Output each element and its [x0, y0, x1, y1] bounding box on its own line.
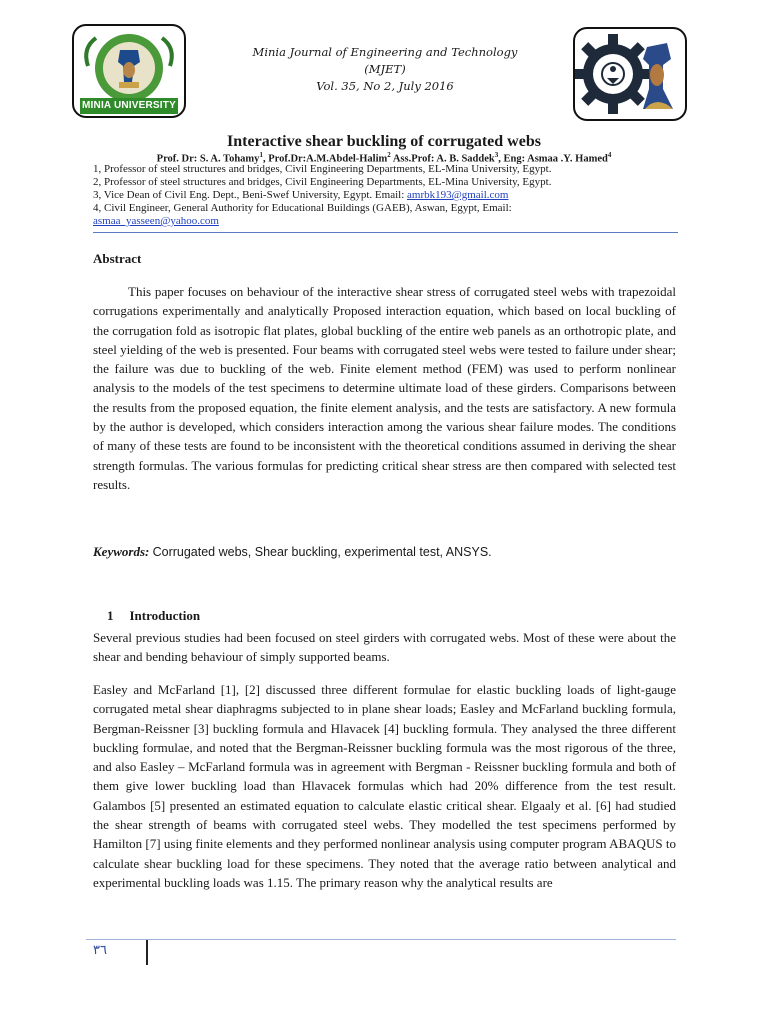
keywords-label: Keywords: [93, 544, 150, 559]
faculty-engineering-logo [573, 27, 687, 121]
author-name: Eng: Asmaa .Y. Hamed [503, 153, 608, 165]
gear-icon [575, 29, 685, 119]
author-affiliation-marker: 3 [494, 151, 499, 159]
author-name: Prof. Dr: S. A. Tohamy [156, 153, 260, 165]
footer-divider [86, 939, 676, 940]
page-number: ٣٦ [93, 942, 107, 957]
keywords [93, 544, 676, 560]
logo-caption: MINIA UNIVERSITY [82, 100, 176, 111]
journal-header [200, 44, 570, 95]
section-number: 1 [107, 608, 114, 623]
affiliation-4-email-row [93, 215, 683, 228]
journal-abbreviation: (MJET) [364, 62, 406, 76]
journal-volume: Vol. 35, No 2, July 2016 [316, 79, 454, 93]
affiliation-3-text: 3, Vice Dean of Civil Eng. Dept., Beni-Swef University, Egypt. Email: [93, 189, 408, 201]
intro-paragraph-2: Easley and McFarland [1], [2] discussed three different formulae for elastic buckling loads of light-gauge corrugated metal shear diaphragms subjected to in plane shear loads; Easley and McFarland buckling formula, Bergman-Reissner [3] buckling formula and Hlavacek [4] buckling formula. They analysed the three different buckling formulae, and noted that the Bergman-Reissner buckling formula was the most rigorous of the three, and also Easley – McFarland formula was in agreement with Bergman - Reissner buckling formula and both of them give lower buckling load than Hlavacek formulas which had 20% difference from the test result. Galambos [5] presented an estimated equation to calculate elastic critical shear. Elgaaly et al. [6] had studied the shear strength of beams with corrugated steel webs. They modelled the test specimens performed by Hamilton [7] using finite elements and they performed nonlinear analysis using computer program ABAQUS to calculate shear buckling load for these specimens. They noted that the average ratio between analytical and experimental buckling loads was 1.15. The primary reason why the analytical results are [93, 682, 676, 890]
author-affiliation-marker: 2 [387, 151, 391, 159]
affiliation-3 [93, 189, 683, 202]
section-title: Introduction [129, 608, 201, 623]
section-heading-introduction [107, 608, 200, 624]
journal-name: Minia Journal of Engineering and Technology [252, 45, 518, 59]
header-divider [93, 232, 678, 233]
minia-university-logo [72, 24, 186, 118]
email-link-hamed[interactable]: asmaa_yasseen@yahoo.com [93, 215, 219, 227]
intro-paragraph-1: Several previous studies had been focused on steel girders with corrugated webs. Most of these were about the shear and bending behaviour of simply supported beams. [93, 630, 676, 665]
author-affiliation-marker: 1 [259, 151, 263, 159]
footer-vertical-rule [146, 940, 148, 965]
keywords-text: Corrugated webs, Shear buckling, experimental test, ANSYS. [152, 545, 492, 559]
affiliation-1: 1, Professor of steel structures and bridges, Civil Engineering Departments, EL-Mina University, Egypt. [93, 163, 552, 175]
author-name: Prof.Dr:A.M.Abdel-Halim [268, 153, 388, 165]
affiliations [93, 163, 683, 228]
email-link-saddek[interactable]: amrbk193@gmail.com [407, 189, 509, 201]
author-name: Ass.Prof: A. B. Saddek [392, 153, 495, 165]
abstract-heading: Abstract [93, 251, 142, 266]
author-list: Prof. Dr: S. A. Tohamy$^1$, Prof.Dr:A.M.Abdel-Halim$^2$ Ass.Prof: A. B. Saddek$^3$, Eng: Asmaa .Y. Hamed$^4$ [156, 151, 612, 165]
affiliation-2: 2, Professor of steel structures and bridges, Civil Engineering Departments, EL-Mina University, Egypt. [93, 176, 552, 188]
affiliation-4: 4, Civil Engineer, General Authority for Educational Buildings (GAEB), Aswan, Egypt, Email: [93, 202, 512, 214]
abstract-body: This paper focuses on behaviour of the interactive shear stress of corrugated steel webs with trapezoidal corrugations experimentally and analytically Proposed interaction equation, which based on local buckling of the corrugation fold as isotropic flat plates, global buckling of the entire web panels as an orthotropic plate, and steel yielding of the web is presented. Four beams with corrugated steel webs were tested to failure under shear; the failure was due to buckling of the web. Finite element method (FEM) was used to perform nonlinear analysis to the models of the test specimens to determine ultimate load of these girders. Comparisons between the results from the proposed equation, the finite element analysis, and the tests are satisfactory. A new formula by the author is developed, which considers interaction among the various shear failure modes. The conditions of many of these tests are found to be inconsistent with the theoretical conditions assumed in deriving the shear strength formulas. The various formulas for predicting critical shear stress are then compared with selected test results. [93, 284, 676, 492]
author-affiliation-marker: 4 [607, 151, 612, 159]
paper-title: Interactive shear buckling of corrugated webs [227, 133, 541, 150]
